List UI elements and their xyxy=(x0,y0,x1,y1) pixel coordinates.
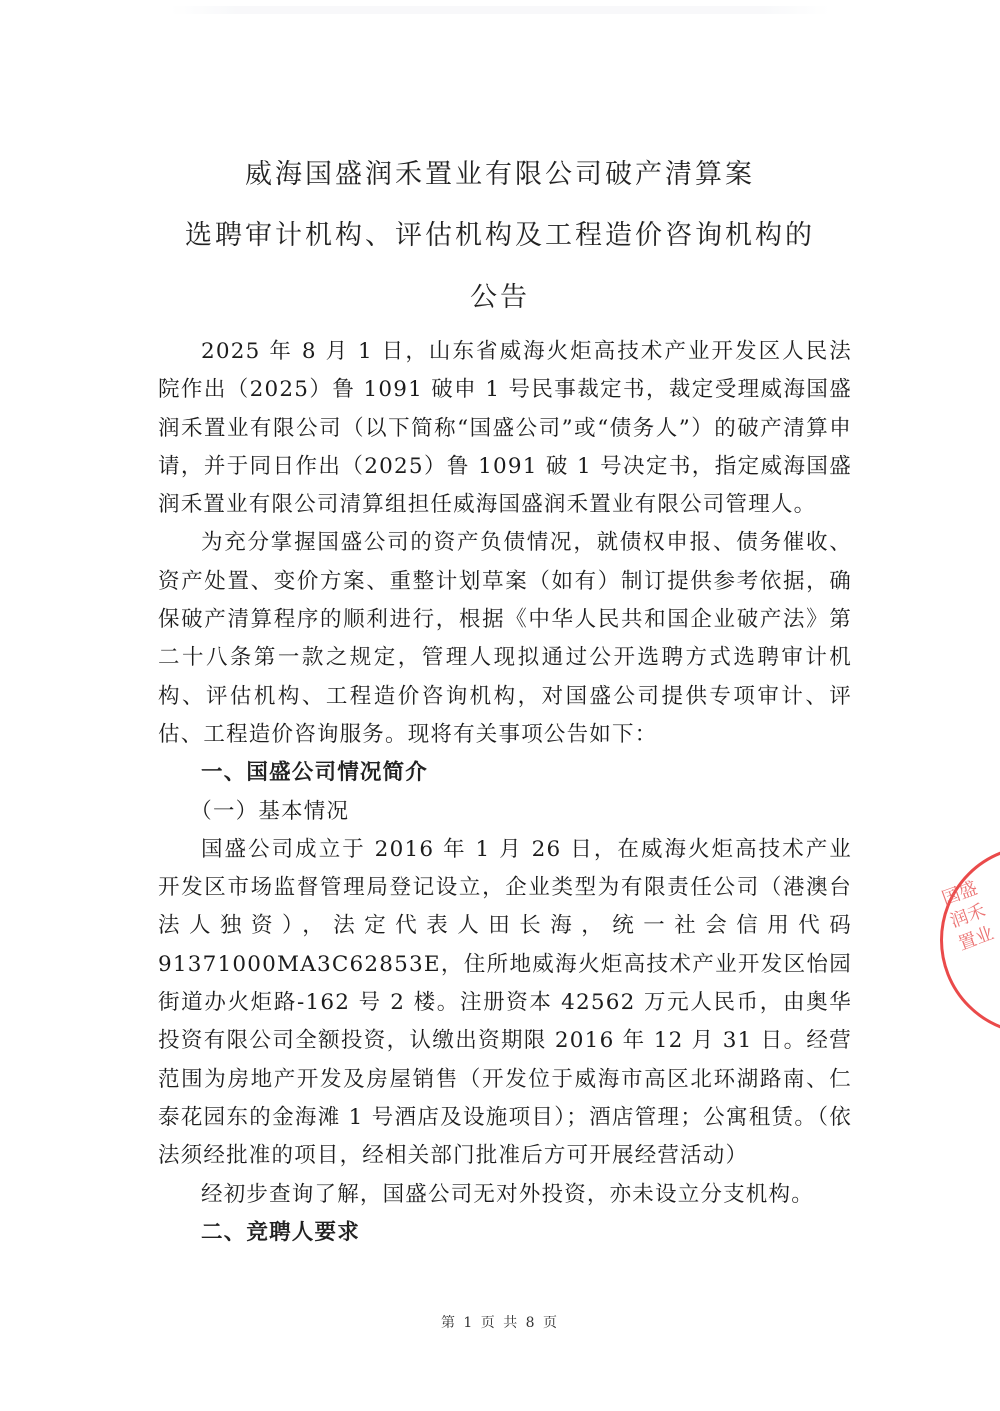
paragraph-investment: 经初步查询了解，国盛公司无对外投资，亦未设立分支机构。 xyxy=(201,1181,814,1207)
bleed-through-text xyxy=(170,6,830,14)
seal-text: 国盛润禾置业 xyxy=(939,877,997,955)
title-line-1: 威海国盛润禾置业有限公司破产清算案 xyxy=(245,159,755,190)
paragraph-court-ruling: 2025 年 8 月 1 日，山东省威海火炬高技术产业开发区人民法院作出（2025）鲁 1091 破申 1 号民事裁定书，裁定受理威海国盛润禾置业有限公司（以下简称“国盛公司”或“债务人”）的破产清算申请，并于同日作出（2025）鲁 1091 破 1 号决定书，指定威海国盛润禾置业有限公司清算组担任威海国盛润禾置业有限公司管理人。 xyxy=(158,339,852,518)
title-line-2: 选聘审计机构、评估机构及工程造价咨询机构的 xyxy=(185,220,815,251)
title-line-3: 公告 xyxy=(470,282,530,313)
page-number: 第 1 页 共 8 页 xyxy=(440,1315,560,1331)
paragraph-company-info: 国盛公司成立于 2016 年 1 月 26 日，在威海火炬高技术产业开发区市场监督管理局登记设立，企业类型为有限责任公司（港澳台法人独资），法定代表人田长海，统一社会信用代码 91371000MA3C62853E，住所地威海火炬高技术产业开发区怡园街道办火炬路-162 号 2 楼。注册资本 42562 万元人民币，由奥华投资有限公司全额投资，认缴出资期限 2016 年 12 月 31 日。经营范围为房地产开发及房屋销售（开发位于威海市高区北环湖路南、仁泰花园东的金海滩 1 号酒店及设施项目）；酒店管理；公寓租赁。（依法须经批准的项目，经相关部门批准后方可开展经营活动） xyxy=(158,836,852,1169)
section-heading-1: 一、国盛公司情况简介 xyxy=(201,760,429,786)
section-heading-2: 二、竞聘人要求 xyxy=(201,1219,360,1245)
subsection-heading-basic-info: （一）基本情况 xyxy=(190,798,350,824)
paragraph-purpose: 为充分掌握国盛公司的资产负债情况，就债权申报、债务催收、资产处置、变价方案、重整计划草案（如有）制订提供参考依据，确保破产清算程序的顺利进行，根据《中华人民共和国企业破产法》第二十八条第一款之规定，管理人现拟通过公开选聘方式选聘审计机构、评估机构、工程造价咨询机构，对国盛公司提供专项审计、评估、工程造价咨询服务。现将有关事项公告如下： xyxy=(158,530,852,747)
document-body xyxy=(158,333,852,1252)
